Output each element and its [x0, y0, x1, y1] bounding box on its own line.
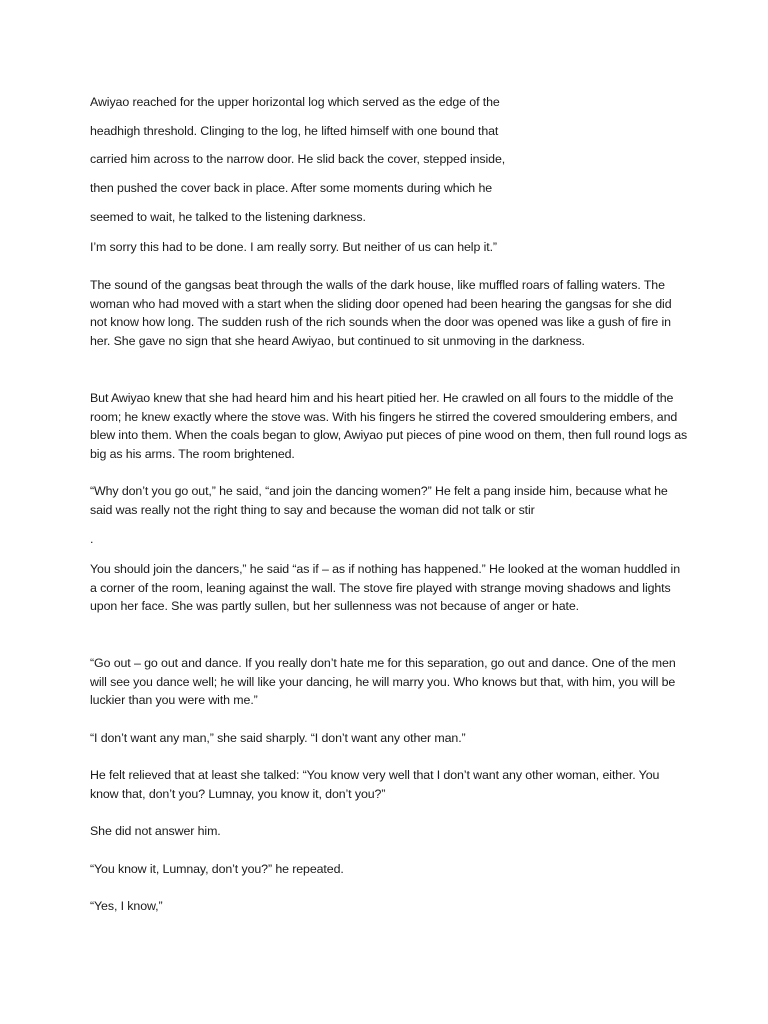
paragraph: . [90, 532, 94, 546]
opening-line: seemed to wait, he talked to the listening darkness. [90, 210, 366, 224]
paragraph: She did not answer him. [90, 824, 221, 838]
paragraph: “Why don’t you go out,” he said, “and join the dancing women?” He felt a pang inside him, because what he said was really not the right thing to say and because the woman did not talk or stir [90, 484, 668, 517]
paragraph: You should join the dancers,” he said “as if – as if nothing has happened.” He looked at the woman huddled in a corner of the room, leaning against the wall. The stove fire played with strange moving shadows and lights upon her face. She was partly sullen, but her sullenness was not because of anger or hate. [90, 562, 680, 613]
paragraph: “You know it, Lumnay, don’t you?” he repeated. [90, 862, 344, 876]
paragraph: He felt relieved that at least she talked: “You know very well that I don’t want any other woman, either. You know that, don’t you? Lumnay, you know it, don’t you?” [90, 768, 660, 801]
paragraph: The sound of the gangsas beat through the walls of the dark house, like muffled roars of falling waters. The woman who had moved with a start when the sliding door opened had been hearing the gangsas for she did not know how long. The sudden rush of the rich sounds when the door was opened was like a gush of fire in her. She gave no sign that she heard Awiyao, but continued to sit unmoving in the darkness. [90, 278, 672, 348]
paragraph: But Awiyao knew that she had heard him and his heart pitied her. He crawled on all fours to the middle of the room; he knew exactly where the stove was. With his fingers he stirred the covered smouldering embers, and blew into them. When the coals began to glow, Awiyao put pieces of pine wood on them, then full round logs as big as his arms. The room brightened. [90, 391, 688, 461]
document-page [90, 0, 690, 1024]
opening-line: headhigh threshold. Clinging to the log, he lifted himself with one bound that [90, 124, 499, 138]
paragraph: “Go out – go out and dance. If you really don’t hate me for this separation, go out and dance. One of the men will see you dance well; he will like your dancing, he will marry you. Who knows but that, with him, you will be luckier than you were with me.” [90, 656, 676, 707]
opening-line: Awiyao reached for the upper horizontal log which served as the edge of the [90, 95, 500, 109]
opening-line: then pushed the cover back in place. After some moments during which he [90, 181, 493, 195]
opening-line: carried him across to the narrow door. He slid back the cover, stepped inside, [90, 152, 506, 166]
paragraph: “Yes, I know,” [90, 899, 163, 913]
opening-line: I’m sorry this had to be done. I am really sorry. But neither of us can help it.” [90, 240, 497, 254]
paragraph: “I don’t want any man,” she said sharply. “I don’t want any other man.” [90, 731, 466, 745]
